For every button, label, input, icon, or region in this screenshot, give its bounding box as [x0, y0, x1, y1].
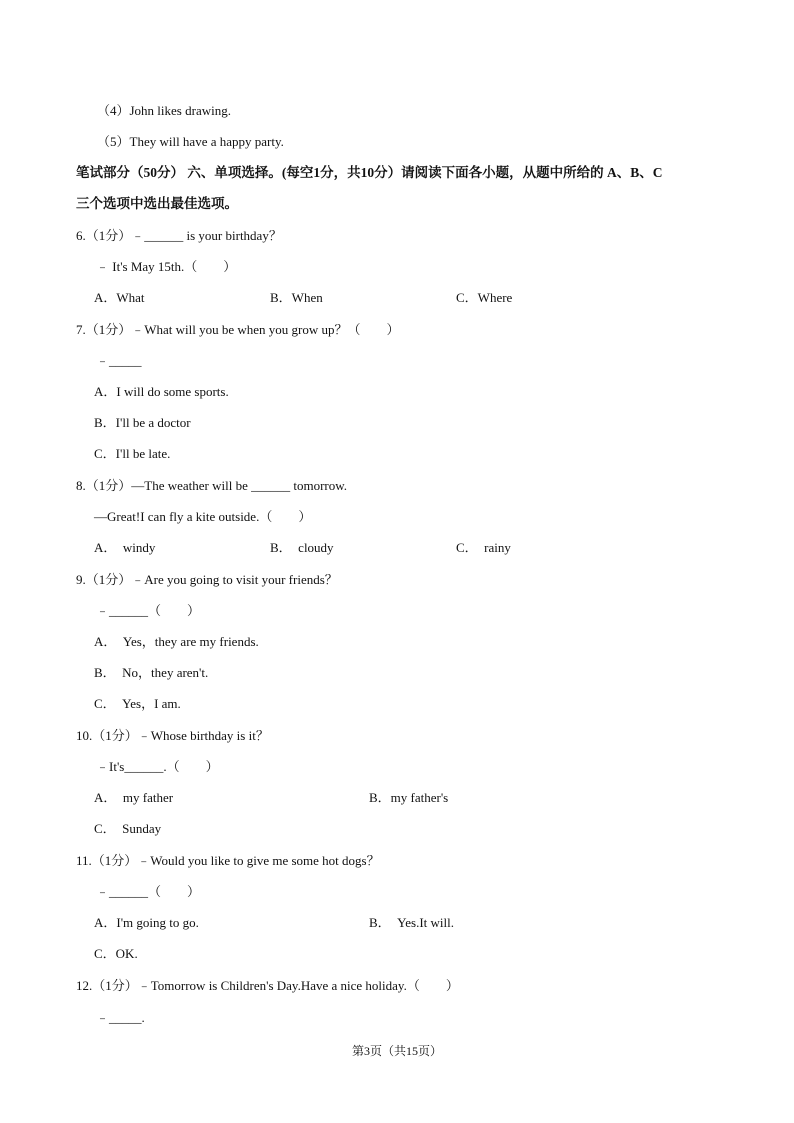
question-10-reply: ﹣It's______.（ ）	[96, 759, 219, 774]
prev-item-5: （5）They will have a happy party.	[97, 134, 284, 149]
question-7-stem: 7.（1分）﹣What will you be when you grow up？（ ）	[76, 322, 400, 337]
question-7-option-b[interactable]: B．I'll be a doctor	[94, 415, 191, 430]
question-9-option-a[interactable]: A． Yes，they are my friends.	[94, 634, 259, 649]
question-6-stem: 6.（1分）﹣______ is your birthday？	[76, 228, 282, 243]
question-7-option-a[interactable]: A．I will do some sports.	[94, 384, 229, 399]
question-8-reply: —Great!I can fly a kite outside.（ ）	[94, 509, 312, 524]
question-10-option-c[interactable]: C． Sunday	[94, 821, 162, 836]
question-11-options	[0, 914, 794, 932]
question-12-reply: ﹣_____.	[96, 1010, 145, 1025]
question-11-option-c[interactable]: C．OK.	[94, 946, 138, 961]
prev-item-4: （4）John likes drawing.	[97, 103, 231, 118]
question-9-stem: 9.（1分）﹣Are you going to visit your friends？	[76, 572, 338, 587]
section-header-line1: 笔试部分（50分） 六、单项选择。(每空1分，共10分）请阅读下面各小题，从题中所给的 A、B、C	[76, 165, 663, 180]
section-header-line2: 三个选项中选出最佳选项。	[76, 196, 238, 211]
question-6-reply: ﹣ It's May 15th.（ ）	[96, 259, 237, 274]
question-9-option-c[interactable]: C． Yes，I am.	[94, 696, 181, 711]
option-a[interactable]: A． my father	[94, 790, 174, 805]
option-c[interactable]: C． rainy	[456, 540, 511, 555]
option-a[interactable]: A． windy	[94, 540, 156, 555]
option-b[interactable]: B．When	[270, 290, 323, 305]
option-b[interactable]: B． cloudy	[270, 540, 334, 555]
question-8-options	[0, 539, 794, 557]
page-footer: 第3页（共15页）	[351, 1044, 442, 1058]
question-10-options	[0, 789, 794, 807]
question-10-stem: 10.（1分）﹣Whose birthday is it？	[76, 728, 269, 743]
question-9-option-b[interactable]: B． No，they aren't.	[94, 665, 209, 680]
option-c[interactable]: C．Where	[456, 290, 513, 305]
option-b[interactable]: B． Yes.It will.	[369, 915, 455, 930]
question-12-stem: 12.（1分）﹣Tomorrow is Children's Day.Have a nice holiday.（ ）	[76, 978, 459, 993]
question-11-stem: 11.（1分）﹣Would you like to give me some hot dogs？	[76, 853, 380, 868]
question-8-stem: 8.（1分）—The weather will be ______ tomorrow.	[76, 478, 348, 493]
question-7-reply: ﹣_____	[96, 353, 142, 368]
question-6-options	[0, 289, 794, 307]
question-7-option-c[interactable]: C．I'll be late.	[94, 446, 171, 461]
option-a[interactable]: A．What	[94, 290, 145, 305]
question-11-reply: ﹣______（ ）	[96, 884, 201, 899]
option-b[interactable]: B．my father's	[369, 790, 449, 805]
question-9-reply: ﹣______（ ）	[96, 603, 201, 618]
option-a[interactable]: A．I'm going to go.	[94, 915, 199, 930]
